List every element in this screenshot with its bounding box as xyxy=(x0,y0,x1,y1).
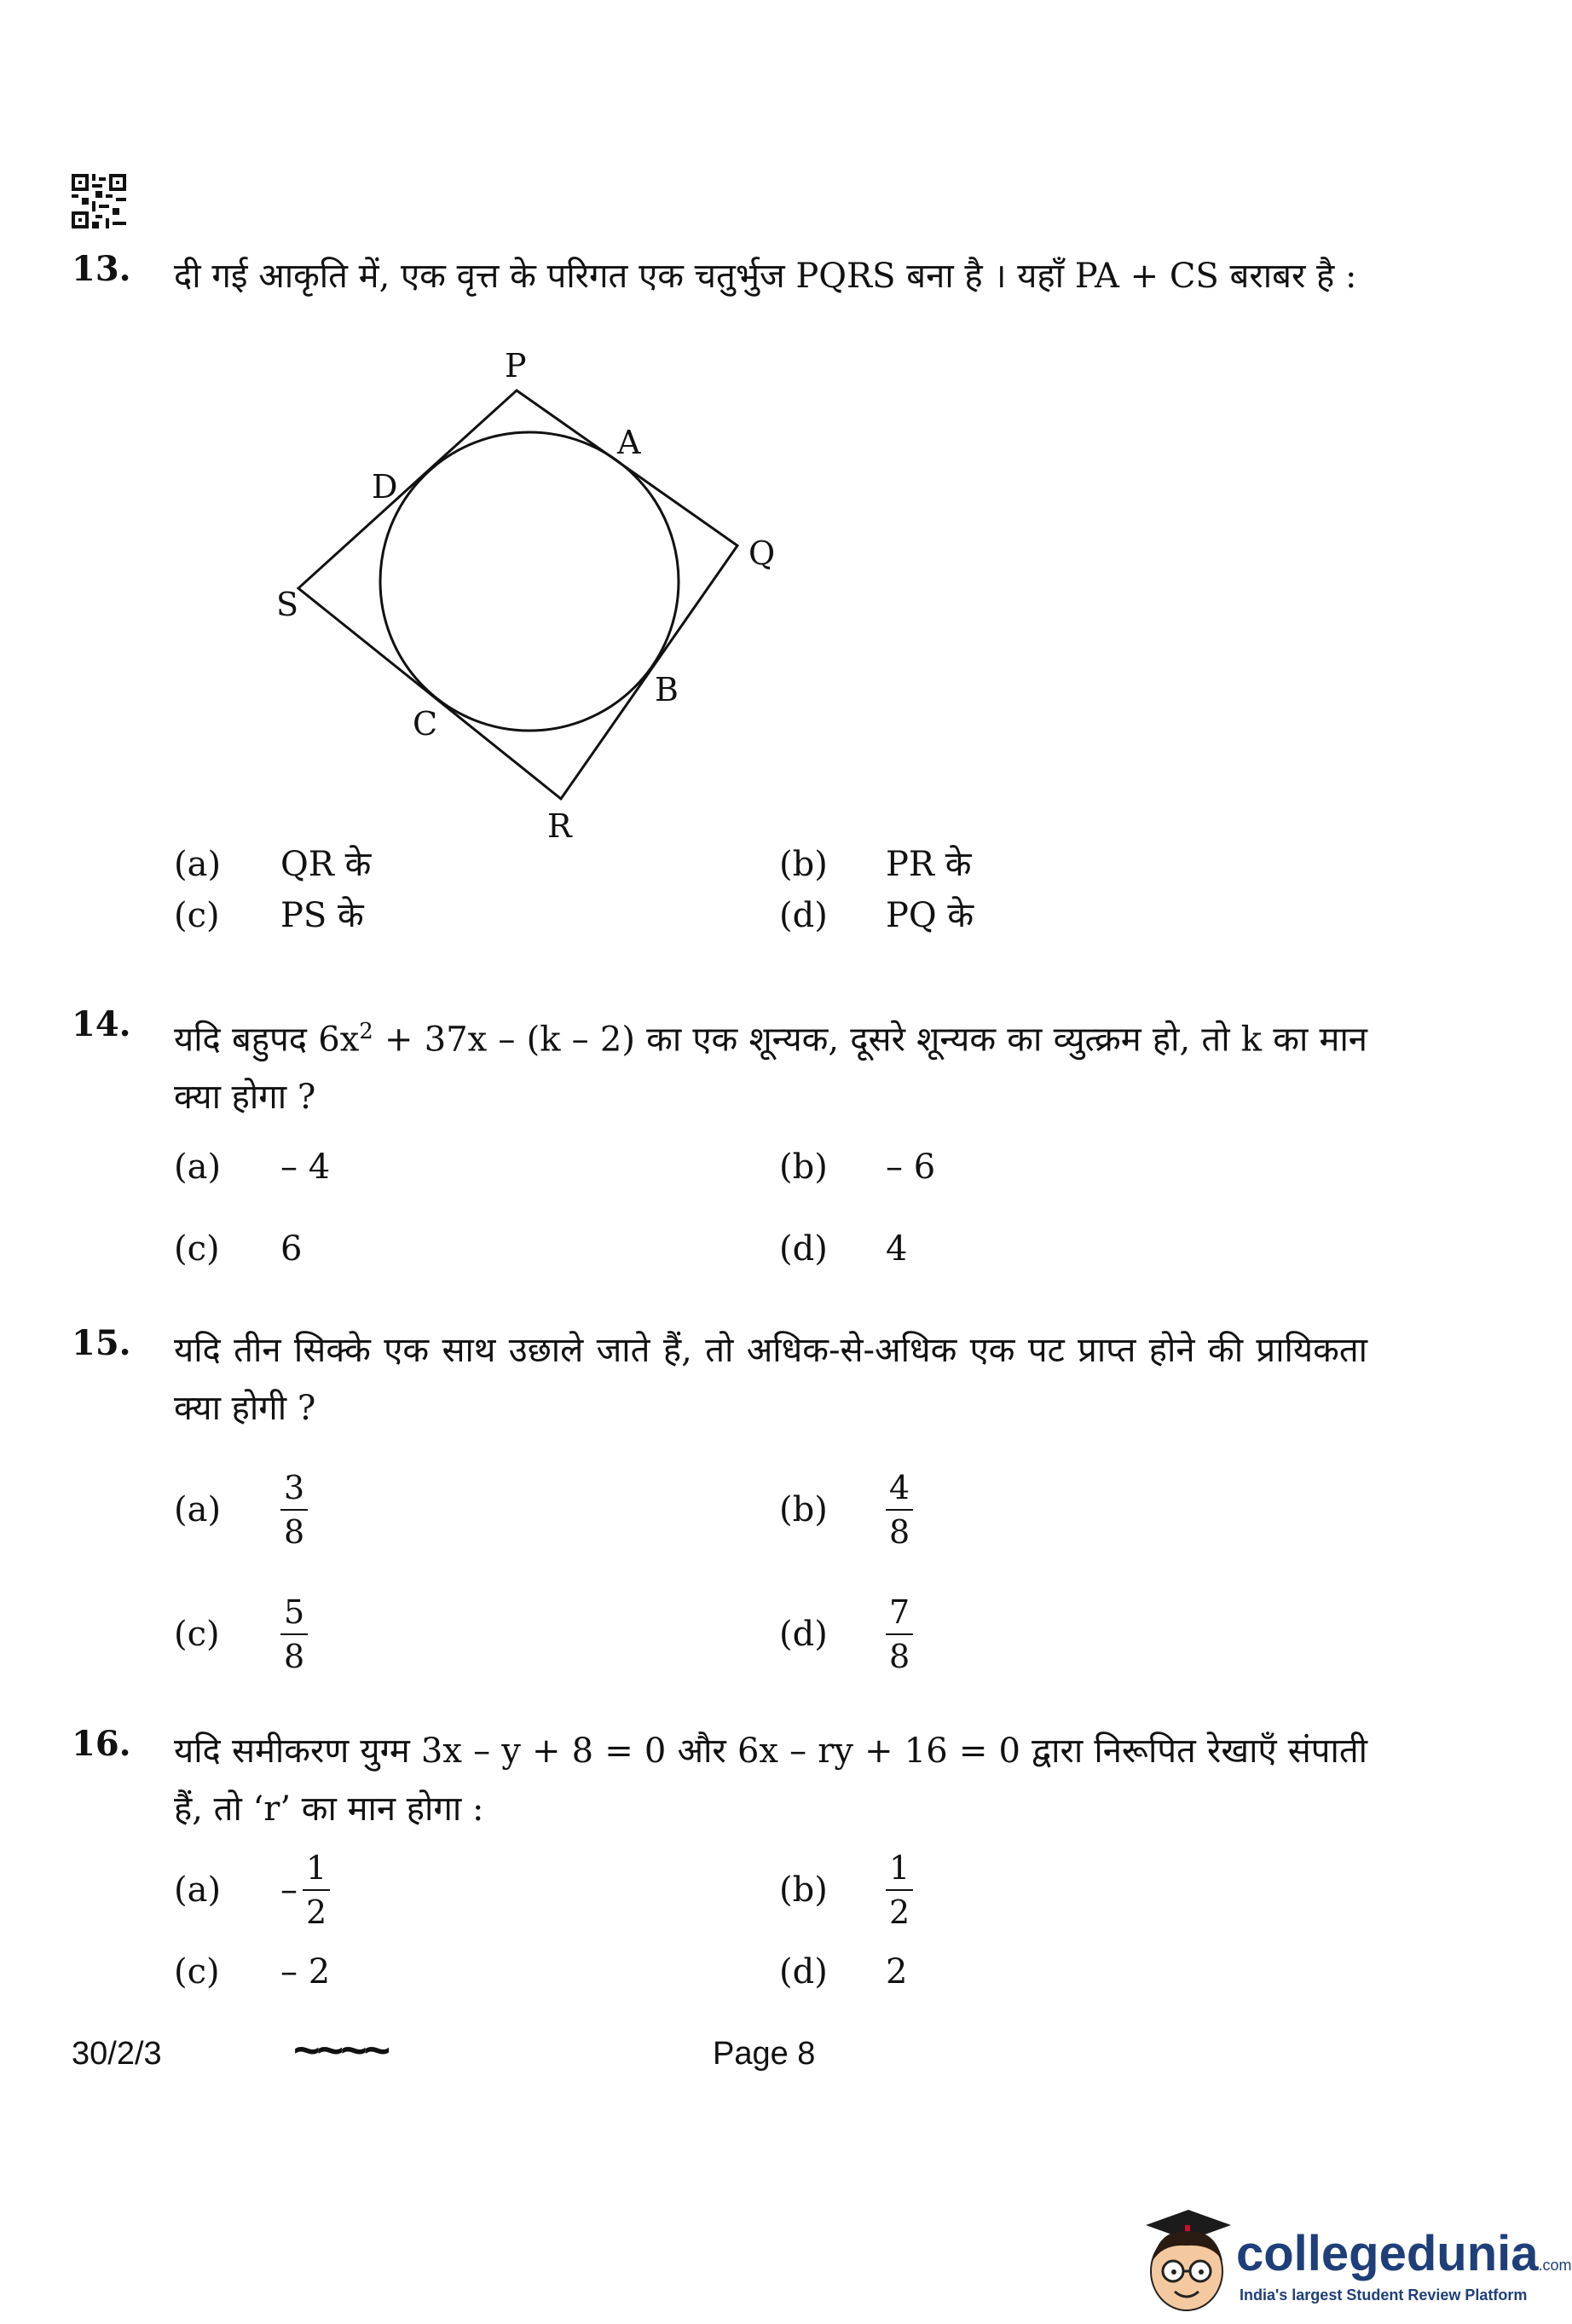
question-13-option-a[interactable] xyxy=(174,839,371,886)
option-label: (a) xyxy=(174,1870,222,1910)
option-label: (d) xyxy=(779,1229,828,1269)
option-label: (a) xyxy=(174,1490,222,1529)
question-16-option-a[interactable] xyxy=(174,1848,330,1932)
question-13-option-b[interactable] xyxy=(779,839,971,886)
option-label: (b) xyxy=(779,1490,828,1529)
question-14-option-c[interactable] xyxy=(174,1229,302,1269)
question-13-text: दी गई आकृति में, एक वृत्त के परिगत एक चतुर्भुज PQRS बना है । यहाँ PA + CS बराबर है : xyxy=(174,257,1357,296)
option-text: – 6 xyxy=(886,1148,936,1187)
option-text: – 4 xyxy=(280,1148,331,1187)
question-13-option-c[interactable] xyxy=(174,890,364,937)
option-label: (d) xyxy=(779,1952,828,1992)
option-label: (a) xyxy=(174,845,222,884)
option-label: (b) xyxy=(779,845,828,884)
paper-code: 30/2/3 xyxy=(72,2036,162,2072)
question-16-option-d[interactable] xyxy=(779,1952,907,1992)
option-fraction: $\frac{1}{2}$ xyxy=(886,1848,913,1932)
option-label: (b) xyxy=(779,1148,828,1187)
question-14-option-a[interactable] xyxy=(174,1148,330,1187)
quadrilateral-pqrs xyxy=(298,390,737,799)
mascot-logo-icon xyxy=(1134,2191,1234,2319)
brand-name: collegedunia xyxy=(1236,2226,1539,2281)
option-fraction: $\frac{5}{8}$ xyxy=(280,1593,308,1676)
question-16-option-c[interactable] xyxy=(174,1952,330,1992)
option-text: 2 xyxy=(886,1952,908,1992)
question-16-text: यदि समीकरण युग्म 3x – y + 8 = 0 और 6x – ry + 16 = 0 द्वारा निरूपित रेखाएँ संपाती हैं, तो ‘r’ का मान होगा : xyxy=(174,1731,1367,1829)
option-fraction: $\frac{4}{8}$ xyxy=(886,1468,913,1552)
option-text: PQ के xyxy=(886,896,974,935)
option-text: – 2 xyxy=(280,1952,331,1992)
option-label: (b) xyxy=(779,1870,828,1910)
option-label: (c) xyxy=(174,1229,220,1269)
vertex-label-q: Q xyxy=(748,535,776,572)
option-label: (d) xyxy=(779,1615,828,1654)
question-15-number: 15. xyxy=(72,1323,131,1363)
page-number: Page 8 xyxy=(713,2036,816,2072)
tangent-point-label-d: D xyxy=(372,468,398,506)
vertex-label-p: P xyxy=(505,347,527,384)
question-14-number: 14. xyxy=(72,1004,131,1044)
question-16-option-b[interactable] xyxy=(779,1848,913,1932)
option-label: (c) xyxy=(174,1615,220,1654)
question-14-text: यदि बहुपद $6x^2 + 37x - (k - 2)$ का एक शून्यक, दूसरे शून्यक का व्युत्क्रम हो, तो k का मान क्या होगा ? xyxy=(174,1019,1367,1118)
question-15-option-d[interactable] xyxy=(779,1593,913,1676)
question-14-option-b[interactable] xyxy=(779,1148,935,1187)
vertex-label-s: S xyxy=(276,586,299,623)
question-15-option-a[interactable] xyxy=(174,1468,308,1552)
option-label: (d) xyxy=(779,896,828,935)
option-label: (a) xyxy=(174,1148,222,1187)
question-15-option-b[interactable] xyxy=(779,1468,913,1552)
option-text: PS के xyxy=(280,896,364,935)
brand-suffix: .com xyxy=(1538,2257,1572,2274)
option-label: (c) xyxy=(174,896,220,935)
tangential-quadrilateral-figure xyxy=(256,341,801,853)
qr-code-icon xyxy=(72,174,126,228)
tangent-point-label-c: C xyxy=(413,705,438,743)
option-text: 6 xyxy=(280,1229,303,1269)
option-fraction: $\frac{1}{2}$ xyxy=(303,1848,330,1932)
question-14-option-d[interactable] xyxy=(779,1229,907,1269)
inscribed-circle xyxy=(380,432,679,731)
option-fraction: $\frac{3}{8}$ xyxy=(280,1468,308,1552)
option-label: (c) xyxy=(174,1952,220,1992)
collegedunia-brand xyxy=(1134,2191,1572,2319)
question-15-text: यदि तीन सिक्के एक साथ उछाले जाते हैं, तो अधिक-से-अधिक एक पट प्राप्त होने की प्रायिकता क्या होगी ? xyxy=(174,1331,1367,1428)
footer-ornament: ~~~~ xyxy=(293,2025,388,2076)
option-text: QR के xyxy=(280,845,372,884)
vertex-label-r: R xyxy=(547,807,572,845)
option-fraction: $\frac{7}{8}$ xyxy=(886,1593,913,1676)
option-sign: – xyxy=(280,1870,298,1910)
tangent-point-label-b: B xyxy=(655,671,679,708)
question-13-option-d[interactable] xyxy=(779,890,974,937)
tangent-point-label-a: A xyxy=(617,424,641,461)
option-text: 4 xyxy=(886,1229,908,1269)
question-13-number: 13. xyxy=(72,249,131,289)
option-text: PR के xyxy=(886,845,972,884)
brand-tagline: India's largest Student Review Platform xyxy=(1240,2286,1528,2304)
question-16-number: 16. xyxy=(72,1724,131,1764)
question-15-option-c[interactable] xyxy=(174,1593,308,1676)
